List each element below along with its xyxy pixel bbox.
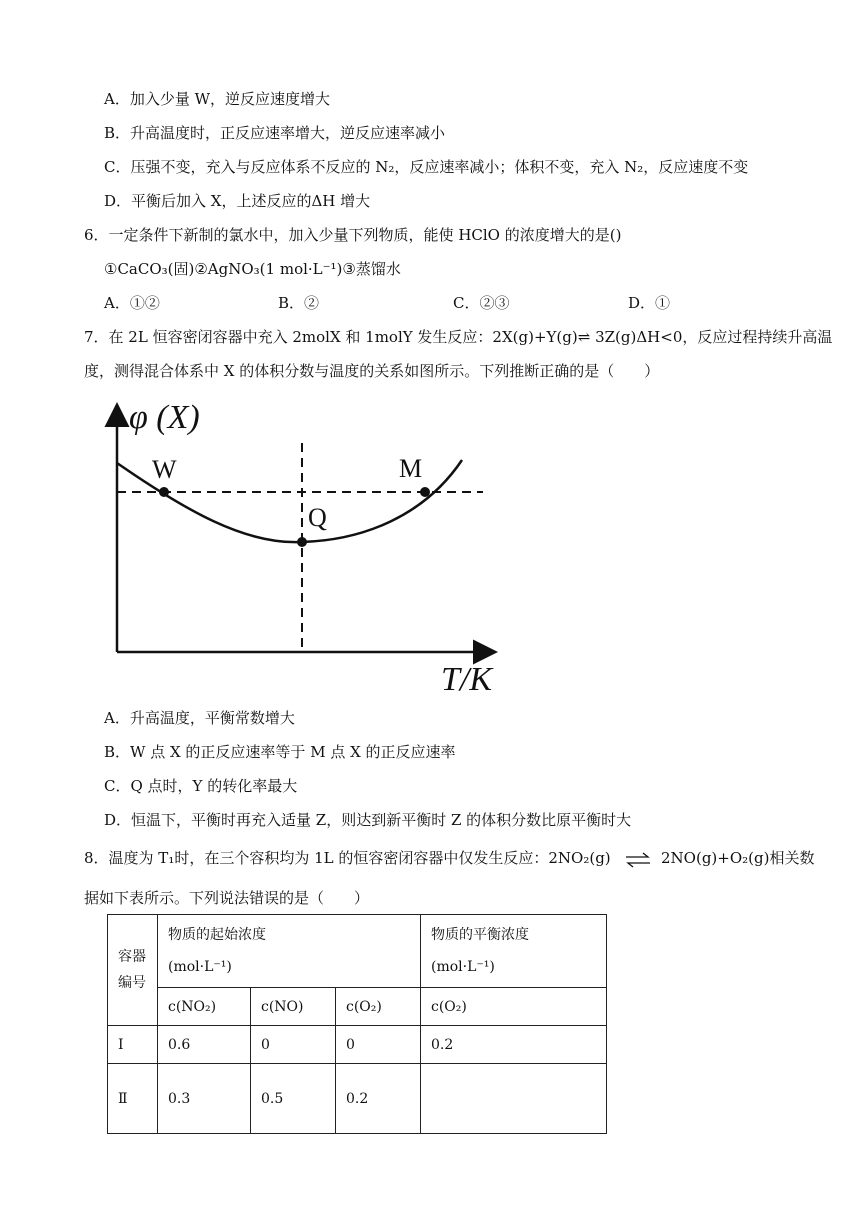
header-initial-line2: (mol·L⁻¹): [168, 959, 232, 975]
subheader-o2: c(O₂): [336, 988, 421, 1026]
subheader-no: c(NO): [251, 988, 336, 1026]
header-equilibrium-line2: (mol·L⁻¹): [431, 959, 495, 975]
point-q-marker: [297, 537, 307, 547]
q7-option-c: C．Q 点时，Y 的转化率最大: [104, 777, 298, 795]
q6-items: ①CaCO₃(固)②AgNO₃(1 mol·L⁻¹)③蒸馏水: [104, 260, 401, 278]
header-container-line1: 容器: [118, 949, 146, 965]
point-w-label: W: [152, 455, 177, 484]
q7-stem-line2: 度，测得混合体系中 X 的体积分数与温度的关系如图所示。下列推断正确的是（ ）: [84, 362, 660, 380]
cell-eq-o2: 0.2: [421, 1026, 607, 1064]
q7-option-d: D．恒温下，平衡时再充入适量 Z，则达到新平衡时 Z 的体积分数比原平衡时大: [104, 811, 632, 829]
header-equilibrium-line1: 物质的平衡浓度: [431, 927, 529, 943]
table-row: [108, 1026, 607, 1064]
header-initial: [158, 915, 421, 988]
row-id: Ⅰ: [108, 1026, 158, 1064]
q7-option-a: A．升高温度，平衡常数增大: [104, 709, 295, 727]
header-container-line2: 编号: [118, 975, 146, 991]
cell-no2: 0.6: [158, 1026, 251, 1064]
q8-data-table: [107, 914, 607, 1134]
point-q-label: Q: [308, 503, 327, 532]
q5-option-b: B．升高温度时，正反应速率增大，逆反应速率减小: [104, 124, 446, 142]
q6-option-b: B．②: [278, 294, 320, 312]
cell-no: 0: [251, 1026, 336, 1064]
cell-eq-o2: [421, 1064, 607, 1134]
q6-option-a: A．①②: [104, 294, 160, 312]
q8-stem-line2: 据如下表所示。下列说法错误的是（ ）: [84, 889, 370, 907]
header-equilibrium: [421, 915, 607, 988]
q7-option-b: B．W 点 X 的正反应速率等于 M 点 X 的正反应速率: [104, 743, 456, 761]
header-container: [108, 915, 158, 1026]
cell-no: 0.5: [251, 1064, 336, 1134]
q6-option-d: D．①: [628, 294, 671, 312]
cell-o2: 0.2: [336, 1064, 421, 1134]
y-axis-label: φ (X): [129, 399, 200, 436]
q8-stem-line1a: 8．温度为 T₁时，在三个容积均为 1L 的恒容密闭容器中仅发生反应：2NO₂(g): [84, 849, 611, 867]
point-m-marker: [420, 487, 430, 497]
table-row: [108, 1064, 607, 1134]
q6-option-c: C．②③: [453, 294, 510, 312]
subheader-eq-o2: c(O₂): [421, 988, 607, 1026]
subheader-no2: c(NO₂): [158, 988, 251, 1026]
point-m-label: M: [399, 454, 423, 483]
q5-option-a: A．加入少量 W，逆反应速度增大: [104, 90, 331, 108]
q7-stem-line1: 7．在 2L 恒容密闭容器中充入 2molX 和 1molY 发生反应：2X(g)+Y(g)⇌ 3Z(g)ΔH<0，反应过程持续升高温: [84, 328, 833, 346]
q8-stem-line1b: 2NO(g)+O₂(g)相关数: [661, 849, 815, 867]
q6-stem: 6．一定条件下新制的氯水中，加入少量下列物质，能使 HClO 的浓度增大的是(): [84, 226, 622, 244]
equilibrium-arrows-icon: [624, 852, 652, 868]
q7-graph: [95, 395, 515, 700]
x-axis-label: T/K: [441, 661, 493, 698]
cell-no2: 0.3: [158, 1064, 251, 1134]
cell-o2: 0: [336, 1026, 421, 1064]
point-w-marker: [159, 487, 169, 497]
header-initial-line1: 物质的起始浓度: [168, 927, 266, 943]
row-id: Ⅱ: [108, 1064, 158, 1134]
q5-option-d: D．平衡后加入 X，上述反应的ΔH 增大: [104, 192, 371, 210]
q5-option-c: C．压强不变，充入与反应体系不反应的 N₂，反应速率减小；体积不变，充入 N₂，反应速度不变: [104, 158, 749, 176]
